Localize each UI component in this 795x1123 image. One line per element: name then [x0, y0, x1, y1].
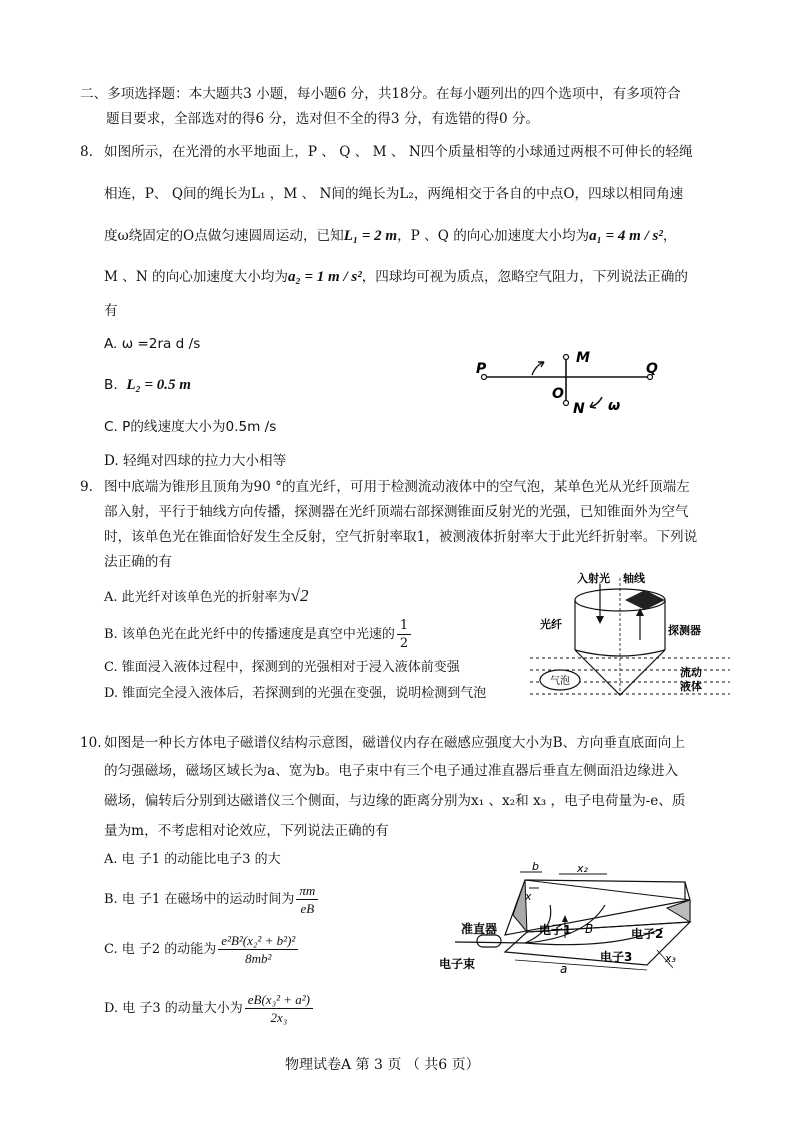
- ball-m: [564, 355, 569, 360]
- label-collimator: 准直器: [461, 922, 498, 936]
- q8-option-b: [104, 376, 191, 394]
- label-liquid: 液体: [680, 680, 702, 693]
- q10-line2: 的匀强磁场，磁场区域长为a、宽为b。电子束中有三个电子通过准直器后垂直左侧面沿边缘进入: [104, 763, 679, 779]
- q8-option-d: D. 轻绳对四球的拉力大小相等: [104, 453, 287, 469]
- q10-option-c-fraction: [218, 932, 298, 967]
- label-electron-3: 电子3: [600, 950, 633, 964]
- q10-option-d-fraction: [245, 991, 313, 1026]
- q8-line4-text-b: ，四球均可视为质点，忽略空气阻力，下列说法正确的: [361, 269, 688, 285]
- q8-line4-text-a: M 、N 的向心加速度大小均为: [104, 269, 288, 285]
- q9-option-a-text: A. 此光纤对该单色光的折射率为: [104, 590, 291, 605]
- label-o: O: [552, 386, 564, 402]
- q8-option-c: C. P的线速度大小为0.5m /s: [104, 419, 277, 435]
- q8-line3: [104, 227, 676, 245]
- q9-option-b-numerator: 1: [397, 617, 411, 635]
- q8-figure: [470, 345, 670, 425]
- q8-formula-a1: a₁ = 4 m / s²: [589, 228, 663, 244]
- section-header-line1: 二、多项选择题：本大题共3 小题，每小题6 分，共18分。在每小题列出的四个选项中，有多项符合: [80, 86, 681, 102]
- q10-line4: 量为m，不考虑相对论效应，下列说法正确的有: [104, 823, 389, 839]
- q9-line2: 部入射，平行于轴线方向传播，探测器在光纤顶端右部探测锥面反射光的光强，已知锥面外为空气: [104, 504, 689, 520]
- electron-beam-line: [455, 942, 525, 943]
- ball-n: [564, 401, 569, 406]
- q9-line1: 图中底端为锥形且顶角为90 °的直光纤，可用于检测流动液体中的空气泡，某单色光从光纤顶端左: [104, 479, 690, 495]
- q10-option-a: A. 电 子1 的动能比电子3 的大: [104, 852, 281, 867]
- q10-option-b-numerator: πm: [296, 882, 318, 900]
- q10-option-d-numerator: eB(x₃² + a²): [245, 991, 313, 1009]
- q9-number: 9.: [80, 479, 93, 495]
- label-fiber: 光纤: [540, 618, 562, 631]
- q10-option-b-text: B. 电 子1 在磁场中的运动时间为: [104, 892, 295, 907]
- q9-line4: 法正确的有: [104, 554, 172, 570]
- label-x2: x₂: [577, 862, 588, 875]
- label-field-b: B: [585, 922, 594, 936]
- q8-line3-text-a: 度ω绕固定的O点做匀速圆周运动，已知: [104, 228, 344, 244]
- q8-option-b-formula: L₂ = 0.5 m: [126, 377, 191, 393]
- q10-option-d-text: D. 电 子3 的动量大小为: [104, 1001, 243, 1016]
- q9-option-a-root: √2: [290, 586, 309, 605]
- label-x3: x₃: [665, 952, 676, 965]
- label-omega: ω: [608, 398, 621, 414]
- collimator-tube: [477, 935, 501, 947]
- label-axis: 轴线: [623, 572, 645, 585]
- label-q: Q: [646, 361, 658, 377]
- label-electron-beam: 电子束: [439, 957, 476, 971]
- page-footer: 物理试卷A 第 3 页 （ 共6 页）: [285, 1057, 480, 1073]
- label-incident: 入射光: [577, 572, 610, 585]
- q8-line5: 有: [104, 303, 118, 319]
- q9-figure: [530, 570, 730, 710]
- q9-option-a: [104, 587, 309, 607]
- q10-option-c-text: C. 电 子2 的动能为: [104, 942, 217, 957]
- q10-option-b-denominator: eB: [300, 901, 315, 916]
- label-flow: 流动: [680, 666, 702, 679]
- label-bubble: 气泡: [550, 676, 570, 687]
- q10-option-d-denominator: 2x₃: [270, 1010, 288, 1025]
- q10-number: 10.: [80, 735, 102, 751]
- q8-option-a: A. ω =2ra d /s: [104, 336, 201, 352]
- q8-option-b-label: B.: [104, 377, 118, 393]
- detector-block: [625, 590, 665, 610]
- label-a: a: [560, 962, 568, 976]
- q9-option-b-fraction: [397, 617, 411, 652]
- q10-option-d: [104, 987, 315, 1031]
- q8-number: 8.: [80, 144, 93, 160]
- rotation-arrow-lower: [590, 397, 602, 407]
- label-detector: 探测器: [668, 624, 701, 637]
- q10-option-c-numerator: e²B²(x₂² + b²)²: [218, 932, 298, 950]
- q10-option-c-denominator: 8mb²: [245, 951, 272, 966]
- label-p: P: [476, 361, 487, 377]
- q8-line1: 如图所示，在光滑的水平地面上，P 、 Q 、 M 、 N四个质量相等的小球通过两根不可伸长的轻绳: [104, 144, 693, 160]
- label-n: N: [573, 401, 585, 417]
- q8-line3-text-c: ，: [662, 228, 677, 244]
- q10-option-c: [104, 928, 300, 972]
- q8-line4: [104, 268, 688, 286]
- q9-option-b-text: B. 该单色光在此光纤中的传播速度是真空中光速的: [104, 627, 395, 642]
- label-electron-2: 电子2: [631, 927, 664, 941]
- q10-option-b-fraction: [296, 882, 318, 917]
- q8-formula-a2: a₂ = 1 m / s²: [288, 269, 362, 285]
- q9-line3: 时，该单色光在锥面恰好发生全反射，空气折射率取1，被测液体折射率大于此光纤折射率。下列说: [104, 529, 698, 545]
- q9-option-d: D. 锥面完全浸入液体后，若探测到的光强在变强，说明检测到气泡: [104, 686, 487, 701]
- q10-line1: 如图是一种长方体电子磁谱仪结构示意图，磁谱仪内存在磁感应强度大小为B、方向垂直底面向上: [104, 735, 685, 751]
- q8-formula-L1: L₁ = 2 m: [343, 228, 398, 244]
- label-electron-1: 电子1: [539, 923, 572, 937]
- section-header-line2: 题目要求，全部选对的得6 分，选对但不全的得3 分，有选错的得0 分。: [106, 111, 540, 127]
- label-x1: x: [525, 890, 532, 903]
- label-m: M: [576, 350, 590, 366]
- q9-option-c: C. 锥面浸入液体过程中，探测到的光强相对于浸入液体前变强: [104, 660, 460, 675]
- q10-line3: 磁场，偏转后分别到达磁谱仪三个侧面，与边缘的距离分别为x₁ 、x₂和 x₃ ，电子电荷量为-e、质: [104, 793, 686, 809]
- q10-figure: [435, 860, 705, 985]
- q8-line3-text-b: ，P 、Q 的向心加速度大小均为: [397, 228, 590, 244]
- q9-option-b-denominator: 2: [399, 636, 409, 651]
- q9-option-b: [104, 616, 413, 654]
- q10-option-b: [104, 880, 320, 920]
- label-b: b: [532, 860, 539, 873]
- q8-line2: 相连，P、 Q间的绳长为L₁ ，M 、 N间的绳长为L₂，两绳相交于各自的中点O，四球以相同角速: [104, 186, 684, 202]
